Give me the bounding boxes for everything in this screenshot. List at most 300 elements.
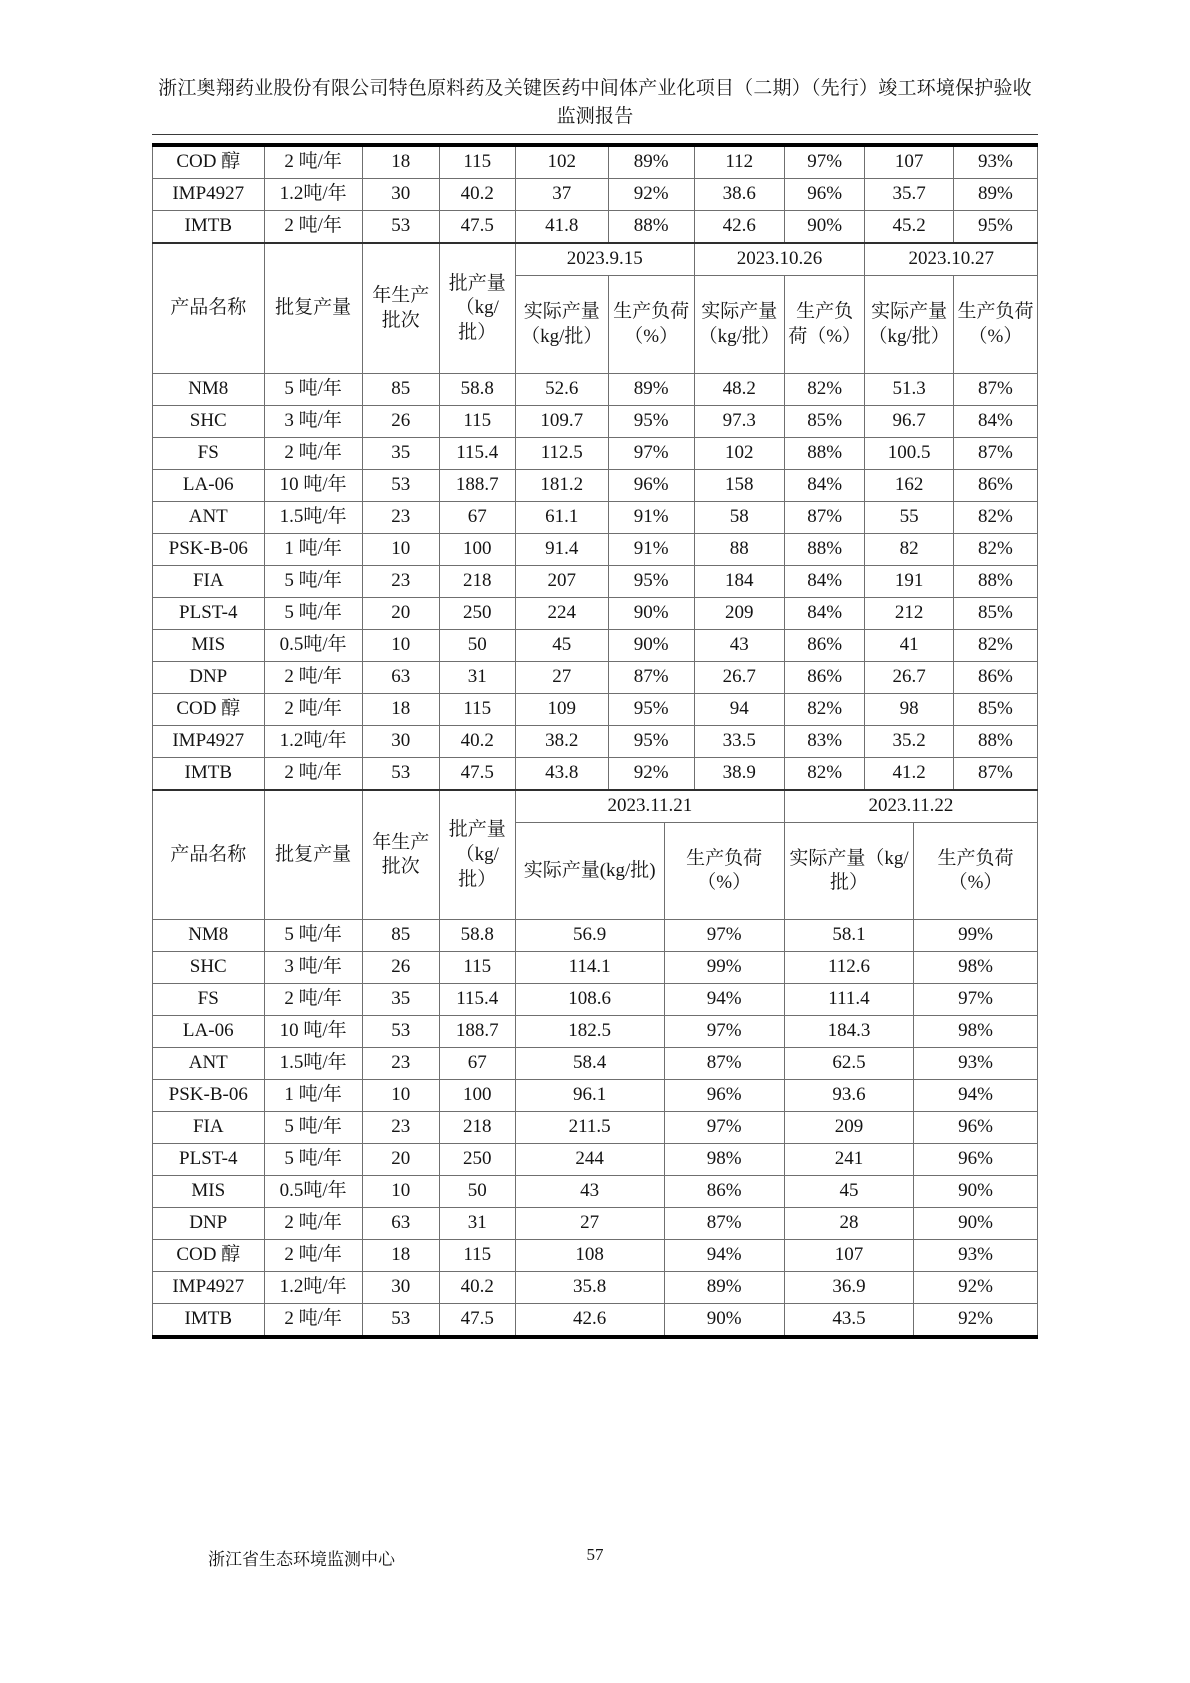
cell-batch-output: 67	[439, 502, 515, 534]
cell-actual-output: 102	[515, 147, 608, 179]
cell-actual-output: 26.7	[865, 662, 954, 694]
cell-annual-batches: 63	[362, 662, 439, 694]
cell-load: 89%	[664, 1272, 784, 1304]
header-date: 2023.9.15	[515, 243, 694, 276]
cell-product: LA-06	[153, 470, 265, 502]
cell-product: NM8	[153, 920, 265, 952]
cell-approved-output: 0.5吨/年	[264, 630, 362, 662]
cell-batch-output: 31	[439, 662, 515, 694]
cell-annual-batches: 26	[362, 952, 439, 984]
cell-product: IMP4927	[153, 1272, 265, 1304]
table-row	[153, 566, 1038, 598]
cell-load: 96%	[914, 1144, 1038, 1176]
cell-load: 86%	[953, 470, 1037, 502]
cell-actual-output: 114.1	[515, 952, 664, 984]
cell-annual-batches: 23	[362, 502, 439, 534]
cell-annual-batches: 10	[362, 1176, 439, 1208]
cell-load: 91%	[608, 502, 694, 534]
cell-annual-batches: 20	[362, 598, 439, 630]
header-actual-output: 实际产量（kg/批）	[784, 823, 913, 920]
header-actual-output: 实际产量(kg/批)	[515, 823, 664, 920]
cell-actual-output: 58.1	[784, 920, 913, 952]
header-actual-output: 实际产量（kg/批）	[694, 276, 784, 374]
cell-batch-output: 115	[439, 952, 515, 984]
cell-load: 83%	[784, 726, 865, 758]
table-row	[153, 920, 1038, 952]
cell-actual-output: 184.3	[784, 1016, 913, 1048]
cell-load: 94%	[664, 1240, 784, 1272]
cell-product: DNP	[153, 1208, 265, 1240]
cell-actual-output: 209	[694, 598, 784, 630]
cell-actual-output: 109	[515, 694, 608, 726]
cell-actual-output: 56.9	[515, 920, 664, 952]
table-row	[153, 1144, 1038, 1176]
table-row	[153, 598, 1038, 630]
cell-approved-output: 10 吨/年	[264, 470, 362, 502]
cell-product: IMTB	[153, 1304, 265, 1336]
table-row	[153, 726, 1038, 758]
cell-load: 87%	[608, 662, 694, 694]
cell-batch-output: 40.2	[439, 1272, 515, 1304]
cell-actual-output: 107	[784, 1240, 913, 1272]
cell-product: PSK-B-06	[153, 1080, 265, 1112]
cell-approved-output: 1.2吨/年	[264, 1272, 362, 1304]
cell-approved-output: 3 吨/年	[264, 952, 362, 984]
cell-load: 88%	[953, 566, 1037, 598]
cell-annual-batches: 23	[362, 1048, 439, 1080]
cell-annual-batches: 85	[362, 920, 439, 952]
header-load: 生产负荷（%）	[664, 823, 784, 920]
cell-load: 95%	[608, 566, 694, 598]
cell-load: 93%	[953, 147, 1037, 179]
cell-load: 88%	[784, 438, 865, 470]
cell-actual-output: 42.6	[515, 1304, 664, 1336]
cell-actual-output: 112	[694, 147, 784, 179]
cell-annual-batches: 23	[362, 566, 439, 598]
cell-actual-output: 27	[515, 662, 608, 694]
cell-approved-output: 1 吨/年	[264, 534, 362, 566]
cell-actual-output: 36.9	[784, 1272, 913, 1304]
cell-load: 94%	[914, 1080, 1038, 1112]
cell-actual-output: 191	[865, 566, 954, 598]
cell-actual-output: 43	[515, 1176, 664, 1208]
cell-batch-output: 67	[439, 1048, 515, 1080]
cell-actual-output: 35.2	[865, 726, 954, 758]
cell-load: 91%	[608, 534, 694, 566]
cell-load: 93%	[914, 1240, 1038, 1272]
cell-load: 85%	[784, 406, 865, 438]
cell-load: 84%	[784, 470, 865, 502]
cell-product: IMTB	[153, 758, 265, 790]
table-row	[153, 984, 1038, 1016]
header-rule	[152, 134, 1038, 135]
cell-actual-output: 107	[865, 147, 954, 179]
cell-load: 98%	[914, 1016, 1038, 1048]
cell-load: 92%	[914, 1272, 1038, 1304]
cell-product: PSK-B-06	[153, 534, 265, 566]
cell-actual-output: 109.7	[515, 406, 608, 438]
cell-load: 90%	[608, 630, 694, 662]
cell-actual-output: 41.2	[865, 758, 954, 790]
cell-actual-output: 182.5	[515, 1016, 664, 1048]
header-title-line1: 浙江奥翔药业股份有限公司特色原料药及关键医药中间体产业化项目（二期）（先行）竣工环境保护验收	[158, 78, 1032, 99]
cell-actual-output: 38.2	[515, 726, 608, 758]
table-section-september-october	[152, 242, 1038, 789]
cell-annual-batches: 20	[362, 1144, 439, 1176]
cell-actual-output: 55	[865, 502, 954, 534]
cell-product: FIA	[153, 566, 265, 598]
table-row	[153, 438, 1038, 470]
cell-batch-output: 115	[439, 694, 515, 726]
cell-actual-output: 43.5	[784, 1304, 913, 1336]
cell-actual-output: 211.5	[515, 1112, 664, 1144]
table-row	[153, 694, 1038, 726]
cell-load: 84%	[784, 598, 865, 630]
cell-batch-output: 250	[439, 598, 515, 630]
cell-approved-output: 0.5吨/年	[264, 1176, 362, 1208]
table-header	[153, 243, 1038, 374]
table-header	[153, 790, 1038, 920]
cell-actual-output: 82	[865, 534, 954, 566]
cell-load: 82%	[953, 502, 1037, 534]
cell-actual-output: 62.5	[784, 1048, 913, 1080]
table-row	[153, 1176, 1038, 1208]
cell-actual-output: 37	[515, 179, 608, 211]
cell-load: 86%	[784, 662, 865, 694]
cell-actual-output: 97.3	[694, 406, 784, 438]
page-number: 57	[586, 1545, 604, 1564]
header-annual-batches: 年生产批次	[362, 243, 439, 374]
table-section-continued	[152, 147, 1038, 242]
cell-actual-output: 41.8	[515, 211, 608, 243]
cell-batch-output: 47.5	[439, 1304, 515, 1336]
cell-load: 95%	[953, 211, 1037, 243]
cell-approved-output: 2 吨/年	[264, 1240, 362, 1272]
cell-approved-output: 5 吨/年	[264, 598, 362, 630]
cell-actual-output: 212	[865, 598, 954, 630]
cell-load: 94%	[664, 984, 784, 1016]
cell-annual-batches: 18	[362, 147, 439, 179]
cell-load: 87%	[784, 502, 865, 534]
cell-actual-output: 241	[784, 1144, 913, 1176]
cell-actual-output: 52.6	[515, 374, 608, 406]
cell-actual-output: 88	[694, 534, 784, 566]
cell-load: 85%	[953, 598, 1037, 630]
cell-load: 95%	[608, 406, 694, 438]
table-row	[153, 147, 1038, 179]
page-content	[152, 0, 1038, 1339]
cell-actual-output: 108.6	[515, 984, 664, 1016]
cell-annual-batches: 10	[362, 1080, 439, 1112]
cell-batch-output: 115.4	[439, 438, 515, 470]
cell-product: PLST-4	[153, 1144, 265, 1176]
cell-product: DNP	[153, 662, 265, 694]
cell-load: 86%	[953, 662, 1037, 694]
cell-approved-output: 2 吨/年	[264, 758, 362, 790]
cell-product: MIS	[153, 630, 265, 662]
cell-actual-output: 41	[865, 630, 954, 662]
cell-approved-output: 1.2吨/年	[264, 726, 362, 758]
cell-approved-output: 2 吨/年	[264, 211, 362, 243]
cell-load: 97%	[664, 1112, 784, 1144]
cell-product: ANT	[153, 502, 265, 534]
cell-actual-output: 244	[515, 1144, 664, 1176]
table-section-november	[152, 789, 1038, 1335]
cell-load: 87%	[953, 438, 1037, 470]
cell-product: IMTB	[153, 211, 265, 243]
cell-load: 82%	[953, 630, 1037, 662]
cell-load: 99%	[664, 952, 784, 984]
cell-approved-output: 5 吨/年	[264, 566, 362, 598]
cell-batch-output: 115	[439, 406, 515, 438]
cell-batch-output: 115.4	[439, 984, 515, 1016]
cell-load: 92%	[914, 1304, 1038, 1336]
cell-annual-batches: 53	[362, 1304, 439, 1336]
cell-batch-output: 47.5	[439, 758, 515, 790]
header-approved-output: 批复产量	[264, 243, 362, 374]
cell-load: 86%	[664, 1176, 784, 1208]
cell-product: NM8	[153, 374, 265, 406]
cell-annual-batches: 10	[362, 630, 439, 662]
table-row	[153, 1304, 1038, 1336]
cell-product: COD 醇	[153, 694, 265, 726]
cell-annual-batches: 53	[362, 758, 439, 790]
cell-approved-output: 2 吨/年	[264, 438, 362, 470]
cell-batch-output: 40.2	[439, 726, 515, 758]
cell-approved-output: 1 吨/年	[264, 1080, 362, 1112]
table-row	[153, 1016, 1038, 1048]
cell-load: 95%	[608, 694, 694, 726]
cell-actual-output: 111.4	[784, 984, 913, 1016]
cell-load: 87%	[664, 1048, 784, 1080]
cell-batch-output: 115	[439, 1240, 515, 1272]
table-row	[153, 502, 1038, 534]
cell-approved-output: 2 吨/年	[264, 694, 362, 726]
cell-product: FS	[153, 438, 265, 470]
cell-annual-batches: 26	[362, 406, 439, 438]
cell-actual-output: 43	[694, 630, 784, 662]
header-row-dates	[153, 243, 1038, 276]
cell-batch-output: 58.8	[439, 374, 515, 406]
cell-approved-output: 10 吨/年	[264, 1016, 362, 1048]
cell-load: 95%	[608, 726, 694, 758]
cell-annual-batches: 18	[362, 1240, 439, 1272]
cell-approved-output: 2 吨/年	[264, 147, 362, 179]
cell-batch-output: 40.2	[439, 179, 515, 211]
cell-annual-batches: 10	[362, 534, 439, 566]
cell-load: 93%	[914, 1048, 1038, 1080]
cell-batch-output: 100	[439, 534, 515, 566]
cell-actual-output: 61.1	[515, 502, 608, 534]
cell-approved-output: 1.2吨/年	[264, 179, 362, 211]
cell-actual-output: 158	[694, 470, 784, 502]
header-load: 生产负荷（%）	[608, 276, 694, 374]
cell-actual-output: 28	[784, 1208, 913, 1240]
cell-batch-output: 100	[439, 1080, 515, 1112]
cell-annual-batches: 53	[362, 1016, 439, 1048]
table-row	[153, 1208, 1038, 1240]
cell-approved-output: 5 吨/年	[264, 374, 362, 406]
cell-actual-output: 98	[865, 694, 954, 726]
table-row	[153, 470, 1038, 502]
cell-actual-output: 96.7	[865, 406, 954, 438]
cell-actual-output: 45	[784, 1176, 913, 1208]
cell-load: 90%	[914, 1208, 1038, 1240]
cell-annual-batches: 85	[362, 374, 439, 406]
cell-load: 99%	[914, 920, 1038, 952]
table-row	[153, 952, 1038, 984]
table-row	[153, 1048, 1038, 1080]
table-row	[153, 758, 1038, 790]
table-row	[153, 1272, 1038, 1304]
cell-annual-batches: 18	[362, 694, 439, 726]
cell-approved-output: 2 吨/年	[264, 1304, 362, 1336]
cell-actual-output: 45.2	[865, 211, 954, 243]
cell-actual-output: 42.6	[694, 211, 784, 243]
cell-actual-output: 58.4	[515, 1048, 664, 1080]
cell-actual-output: 27	[515, 1208, 664, 1240]
page-header	[152, 76, 1038, 135]
cell-actual-output: 102	[694, 438, 784, 470]
table-row	[153, 1240, 1038, 1272]
cell-load: 87%	[953, 758, 1037, 790]
table-row	[153, 179, 1038, 211]
cell-approved-output: 3 吨/年	[264, 406, 362, 438]
cell-actual-output: 93.6	[784, 1080, 913, 1112]
cell-annual-batches: 30	[362, 179, 439, 211]
cell-actual-output: 38.9	[694, 758, 784, 790]
header-batch-output: 批产量（kg/批）	[439, 790, 515, 920]
cell-load: 92%	[608, 758, 694, 790]
cell-actual-output: 184	[694, 566, 784, 598]
table-row	[153, 630, 1038, 662]
footer-organization: 浙江省生态环境监测中心	[208, 1550, 395, 1569]
cell-load: 89%	[953, 179, 1037, 211]
cell-load: 82%	[784, 758, 865, 790]
header-date: 2023.11.22	[784, 790, 1037, 823]
cell-load: 96%	[664, 1080, 784, 1112]
header-approved-output: 批复产量	[264, 790, 362, 920]
table-row	[153, 662, 1038, 694]
cell-load: 87%	[953, 374, 1037, 406]
cell-batch-output: 218	[439, 1112, 515, 1144]
header-title-line2: 监测报告	[556, 105, 634, 127]
header-product: 产品名称	[153, 243, 265, 374]
cell-load: 88%	[953, 726, 1037, 758]
cell-load: 82%	[784, 374, 865, 406]
cell-load: 97%	[914, 984, 1038, 1016]
cell-load: 86%	[784, 630, 865, 662]
cell-load: 82%	[953, 534, 1037, 566]
cell-load: 87%	[664, 1208, 784, 1240]
cell-actual-output: 96.1	[515, 1080, 664, 1112]
cell-batch-output: 250	[439, 1144, 515, 1176]
cell-load: 96%	[608, 470, 694, 502]
cell-load: 98%	[914, 952, 1038, 984]
cell-load: 84%	[953, 406, 1037, 438]
cell-actual-output: 94	[694, 694, 784, 726]
cell-actual-output: 112.5	[515, 438, 608, 470]
cell-approved-output: 1.5吨/年	[264, 502, 362, 534]
cell-annual-batches: 30	[362, 726, 439, 758]
cell-actual-output: 112.6	[784, 952, 913, 984]
cell-load: 97%	[664, 920, 784, 952]
cell-product: PLST-4	[153, 598, 265, 630]
cell-actual-output: 181.2	[515, 470, 608, 502]
table-row	[153, 406, 1038, 438]
cell-actual-output: 100.5	[865, 438, 954, 470]
cell-load: 84%	[784, 566, 865, 598]
table-row	[153, 1080, 1038, 1112]
cell-load: 88%	[608, 211, 694, 243]
cell-actual-output: 91.4	[515, 534, 608, 566]
cell-product: ANT	[153, 1048, 265, 1080]
cell-product: SHC	[153, 952, 265, 984]
cell-product: FIA	[153, 1112, 265, 1144]
cell-load: 88%	[784, 534, 865, 566]
cell-product: IMP4927	[153, 726, 265, 758]
header-actual-output: 实际产量（kg/批）	[865, 276, 954, 374]
cell-load: 90%	[914, 1176, 1038, 1208]
header-date: 2023.11.21	[515, 790, 784, 823]
cell-batch-output: 218	[439, 566, 515, 598]
header-actual-output: 实际产量（kg/批）	[515, 276, 608, 374]
cell-batch-output: 188.7	[439, 1016, 515, 1048]
cell-approved-output: 5 吨/年	[264, 1112, 362, 1144]
cell-product: IMP4927	[153, 179, 265, 211]
header-load: 生产负荷（%）	[914, 823, 1038, 920]
cell-annual-batches: 30	[362, 1272, 439, 1304]
cell-approved-output: 5 吨/年	[264, 920, 362, 952]
cell-load: 90%	[784, 211, 865, 243]
cell-load: 85%	[953, 694, 1037, 726]
cell-load: 90%	[664, 1304, 784, 1336]
cell-annual-batches: 35	[362, 438, 439, 470]
cell-batch-output: 50	[439, 630, 515, 662]
cell-actual-output: 35.8	[515, 1272, 664, 1304]
cell-load: 89%	[608, 147, 694, 179]
cell-product: SHC	[153, 406, 265, 438]
table-row	[153, 211, 1038, 243]
header-load: 生产负荷（%）	[953, 276, 1037, 374]
cell-load: 97%	[784, 147, 865, 179]
cell-actual-output: 108	[515, 1240, 664, 1272]
cell-annual-batches: 63	[362, 1208, 439, 1240]
cell-approved-output: 2 吨/年	[264, 984, 362, 1016]
cell-batch-output: 188.7	[439, 470, 515, 502]
cell-actual-output: 209	[784, 1112, 913, 1144]
cell-actual-output: 33.5	[694, 726, 784, 758]
cell-actual-output: 58	[694, 502, 784, 534]
production-load-table	[152, 143, 1038, 1339]
cell-annual-batches: 23	[362, 1112, 439, 1144]
page-footer	[152, 1545, 1038, 1570]
table-row	[153, 534, 1038, 566]
cell-annual-batches: 35	[362, 984, 439, 1016]
header-date: 2023.10.27	[865, 243, 1038, 276]
cell-batch-output: 47.5	[439, 211, 515, 243]
cell-actual-output: 45	[515, 630, 608, 662]
cell-actual-output: 207	[515, 566, 608, 598]
cell-load: 90%	[608, 598, 694, 630]
cell-load: 96%	[784, 179, 865, 211]
cell-product: FS	[153, 984, 265, 1016]
cell-load: 98%	[664, 1144, 784, 1176]
cell-load: 92%	[608, 179, 694, 211]
cell-load: 97%	[664, 1016, 784, 1048]
cell-actual-output: 26.7	[694, 662, 784, 694]
cell-load: 97%	[608, 438, 694, 470]
